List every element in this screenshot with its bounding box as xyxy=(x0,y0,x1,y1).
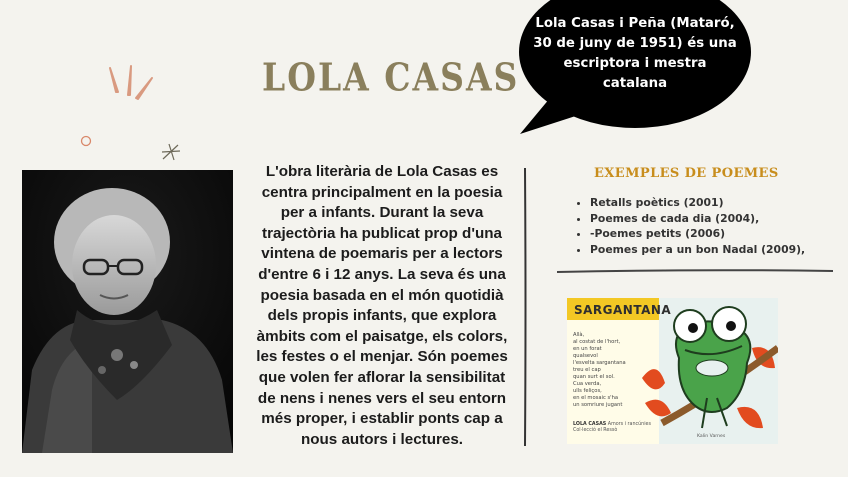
small-circle-icon xyxy=(79,134,93,148)
horizontal-divider xyxy=(557,268,833,274)
author-photo xyxy=(22,170,233,453)
decorative-strokes-icon xyxy=(104,62,156,104)
poster-title: SARGANTANA xyxy=(574,303,672,317)
vertical-divider xyxy=(523,168,527,446)
poster-author xyxy=(573,422,655,434)
poster-poem: Allà, al costat de l'hort, en un forat qualsevol l'esvelta sargantana treu el cap quan surt el sol. Cua verda, ulls feliços, en el mosaic s'ha un somriure jugant xyxy=(573,332,626,408)
poem-list xyxy=(578,195,805,257)
poster-illustrator: Kalin Varnes xyxy=(697,434,726,439)
page-title: LOLA CASAS xyxy=(262,55,520,100)
sparkle-icon xyxy=(160,142,182,162)
list-item: • -Poemes petits (2006) xyxy=(590,226,805,242)
examples-heading: EXEMPLES DE POEMES xyxy=(594,166,779,181)
list-item: • Poemes de cada dia (2004), xyxy=(590,211,805,227)
list-item: • Poemes per a un bon Nadal (2009), xyxy=(590,242,805,258)
poster-author-name: LOLA CASAS xyxy=(573,422,607,427)
list-item: • Retalls poètics (2001) xyxy=(590,195,805,211)
bubble-text: Lola Casas i Peña (Mataró, 30 de juny de 1951) és una escriptora i mestra catalana xyxy=(533,16,737,91)
poster-author-book: Amors i rancúnies Col·lecció el Ressò xyxy=(573,422,651,433)
biography-text: L'obra literària de Lola Casas es centra principalment en la poesia per a infants. Durant la seva trajectòria ha publicat prop d'una vintena de poemaris per a lectors d'entre 6 i 12 anys. La seva és una poesia basada en el món quotidià dels propis infants, que explora àmbits com el paisatge, els colors, les festes o el menjar. Són poemes que volen fer aflorar la sensibilitat de nens i nenes vers el seu entorn més proper, i establir ponts cap a nous autors i lectures. xyxy=(256,163,508,448)
poem-poster xyxy=(567,298,778,444)
